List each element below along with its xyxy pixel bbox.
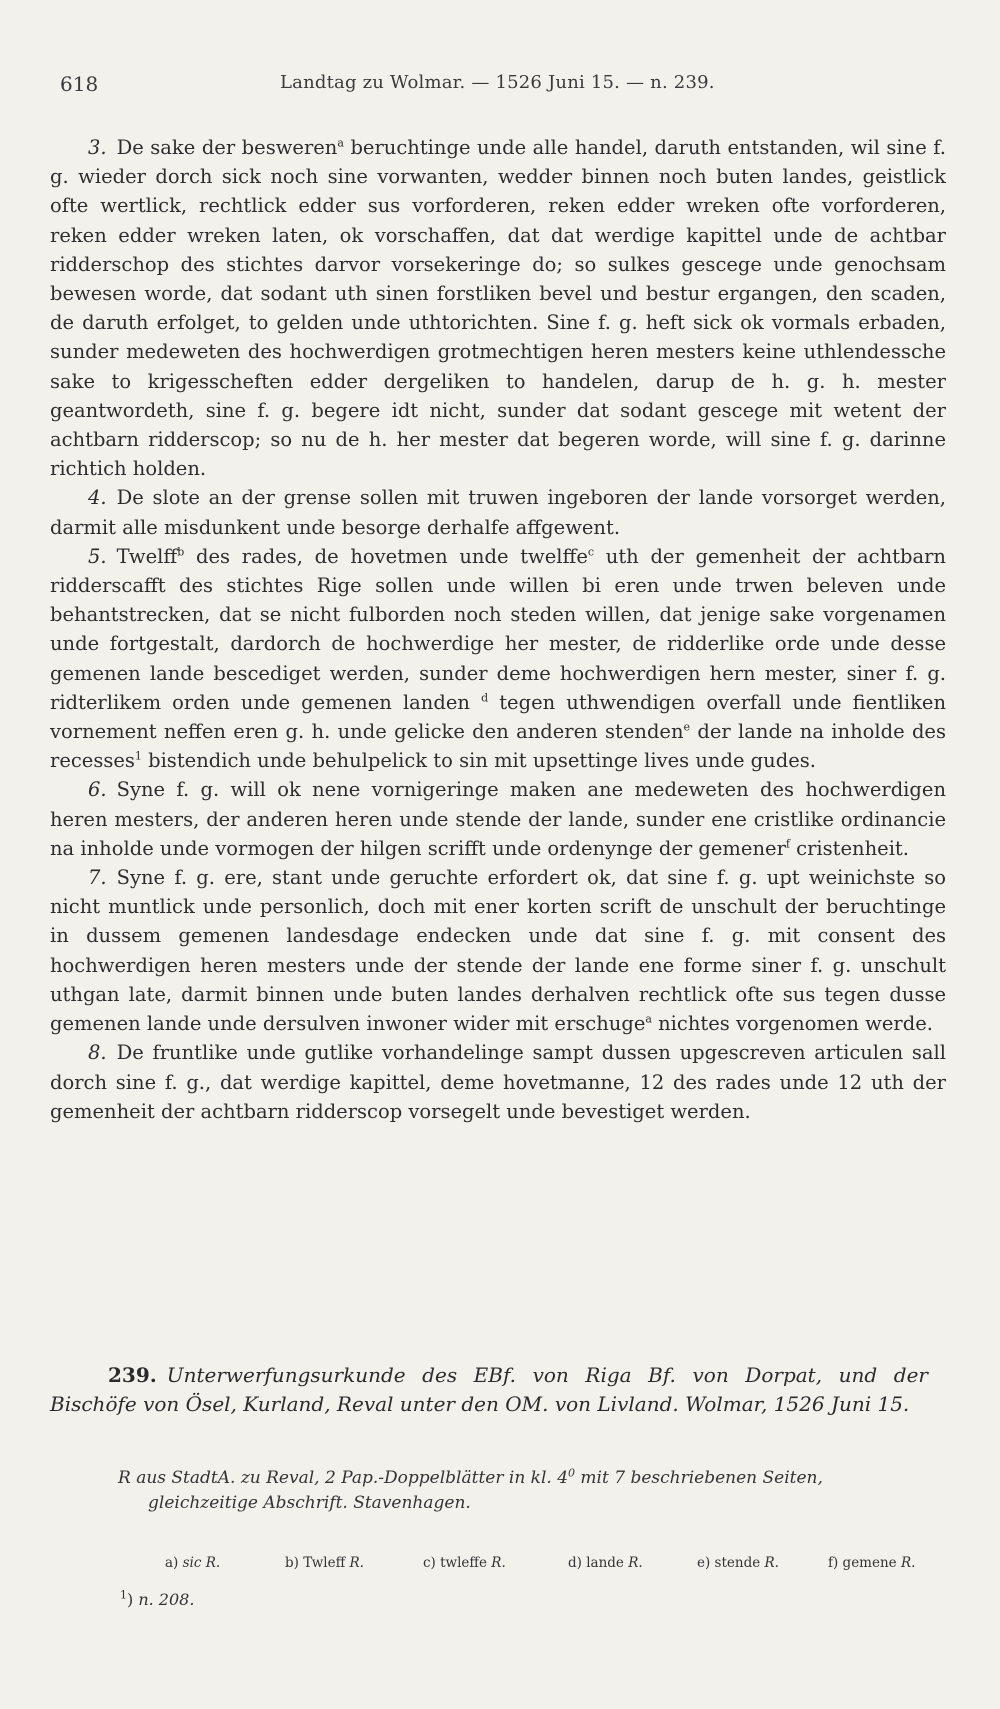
- running-title: Landtag zu Wolmar. — 1526 Juni 15. — n. 239.: [280, 72, 715, 93]
- variant-note-d: [568, 1555, 643, 1571]
- paragraph-text: cristenheit.: [789, 836, 909, 860]
- variant-note-c: [423, 1555, 506, 1571]
- paragraph-3: [50, 133, 946, 483]
- document-title: Unterwerfungsurkunde des EBf. von Riga Bf. von Dorpat, und der Bischöfe von Ösel, Kurland, Reval unter den OM. von Livland. Wolmar, 1526 Juni 15.: [50, 1363, 928, 1416]
- paragraph-text: De slote an der grense sollen mit truwen ingeboren der lande vorsorget werden, darmit alle misdunkent unde besorge derhalfe affgewent.: [50, 486, 946, 539]
- variant-marker: f: [785, 837, 790, 851]
- source-text: R aus StadtA. zu Reval, 2 Pap.-Doppelblätter in kl. 4: [118, 1468, 569, 1488]
- variant-marker: c: [587, 545, 595, 559]
- source-text: mit 7 beschriebenen Seiten, gleichzeitige Abschrift. Stavenhagen.: [148, 1468, 823, 1513]
- paragraph-text: Syne f. g. ere, stant unde geruchte erfordert ok, dat sine f. g. upt weinichste so nicht muntlick unde personlich, doch mit ener korten scrift de unschult der beruchtinge in dussem gemenen landesdage endecken unde dat sine f. g. mit consent des hochwerdigen heren mesters unde der stende der lande ene forme siner f. g. unschult uthgan late, darmit binnen unde buten landes derhalven rechtlick ofte sus tegen dusse gemenen lande unde dersulven inwoner wider mit erschuge: [50, 866, 946, 1036]
- variant-note-siglum: R.: [628, 1555, 643, 1571]
- variant-note-text: a): [165, 1555, 183, 1571]
- variant-note-siglum: R.: [900, 1555, 916, 1571]
- variant-marker: d: [481, 691, 489, 705]
- paragraph-number: 7.: [88, 866, 107, 890]
- document-heading-line: [50, 1361, 928, 1419]
- paragraph-text: des rades, de hovetmen unde twelffe: [184, 544, 588, 568]
- variant-marker: a: [337, 136, 344, 150]
- variant-note-siglum: R.: [491, 1555, 506, 1571]
- document-heading: [50, 1361, 928, 1419]
- paragraph-text: bistendich unde behulpelick to sin mit upsettinge lives unde gudes.: [141, 749, 816, 773]
- main-text: [50, 133, 946, 1126]
- variant-notes: [165, 1555, 935, 1579]
- variant-note-siglum: R.: [764, 1555, 779, 1571]
- variant-note-b: [285, 1555, 364, 1571]
- paragraph-number: 5.: [88, 544, 107, 568]
- page-header: [60, 72, 960, 102]
- paragraph-text: tegen uthwendigen overfall unde fientliken vornement neffen eren g. h. unde gelicke den anderen stenden: [50, 690, 947, 744]
- source-line: [118, 1466, 928, 1516]
- footnote-1: [120, 1590, 194, 1609]
- variant-note-text: f) gemene: [828, 1555, 901, 1571]
- paragraph-4: [50, 483, 946, 541]
- variant-note-text: c) twleffe: [423, 1555, 492, 1571]
- page-number: 618: [60, 72, 99, 96]
- paragraph-number: 3.: [88, 136, 107, 159]
- source-note: [118, 1466, 928, 1516]
- variant-note-text: d) lande: [568, 1555, 629, 1571]
- paragraph-number: 4.: [88, 486, 107, 510]
- document-number: 239.: [108, 1363, 157, 1387]
- footnote-marker: 1: [134, 749, 142, 763]
- variant-note-siglum: R.: [349, 1555, 364, 1571]
- paragraph-6: [50, 775, 946, 863]
- variant-note-text: b) Twleff: [285, 1555, 350, 1571]
- paragraph-5: [50, 542, 946, 776]
- paragraph-text: De sake der besweren: [116, 136, 338, 159]
- paragraph-number: 6.: [88, 778, 107, 802]
- paragraph-text: De fruntlike unde gutlike vorhandelinge sampt dussen upgescreven articulen sall dorch sine f. g., dat werdige kapittel, deme hovetmanne, 12 des rades unde 12 uth der gemenheit der achtbarn ridderscop vorsegelt unde bevestiget werden.: [50, 1041, 946, 1123]
- variant-note-f: [828, 1555, 915, 1571]
- paragraph-text: uth der gemenheit der achtbarn ridderscafft des stichtes Rige sollen unde willen bi eren unde trwen beleven unde behantstrecken, dat se nicht fulborden noch steden willen, dat jenige sake vorgenamen unde fortgestalt, dardorch de hochwerdige her mester, de ridderlike orde unde desse gemenen lande bescediget werden, sunder deme hochwerdigen hern mester, siner f. g. ridterlikem orden unde gemenen landen: [50, 544, 946, 714]
- paragraph-text: der lande na inholde des recesses: [50, 720, 946, 773]
- footnote-text: n. 208.: [138, 1590, 195, 1609]
- variant-marker: e: [683, 720, 691, 734]
- variant-note-text: e) stende: [697, 1555, 765, 1571]
- paragraph-text: beruchtinge unde alle handel, daruth entstanden, wil sine f. g. wieder dorch sick noch sine vorwanten, wedder binnen noch buten landes, geistlick ofte wertlick, rechtlick edder sus vorforderen, reken edder wreken ofte vorforderen, reken edder wreken laten, ok vorschaffen, dat dat werdige kapittel unde de achtbar ridderschop des stichtes darvor vorsekeringe do; so sulkes gescege unde genochsam bewesen worde, dat sodant uth sinen forstliken bevel und bestur ergangen, den scaden, de daruth erfolget, to gelden unde uthtorichten. Sine f. g. heft sick ok vormals erbaden, sunder medeweten des hochwerdigen grotmechtigen heren mesters keine uthlendessche sake to krigesscheften edder dergeliken to handelen, darup de h. g. h. mester geantwordeth, sine f. g. begere idt nicht, sunder dat sodant gescege mit wetent der achtbarn ridderscop; so nu de h. her mester dat begeren worde, will sine f. g. darinne richtich holden.: [50, 136, 946, 481]
- footnote-number: 1: [120, 1588, 127, 1602]
- paragraph-text: nichtes vorgenomen werde.: [651, 1012, 933, 1036]
- variant-note-siglum: sic R.: [182, 1555, 221, 1571]
- paragraph-8: [50, 1038, 946, 1126]
- source-superscript: 0: [568, 1466, 576, 1480]
- footnote-paren: ): [127, 1590, 139, 1609]
- paragraph-text: Syne f. g. will ok nene vornigeringe maken ane medeweten des hochwerdigen heren mesters, der anderen heren unde stende der lande, sunder ene cristlike ordinancie na inholde unde vormogen der hilgen scrifft unde ordenynge der gemener: [50, 778, 946, 860]
- paragraph-number: 8.: [88, 1041, 107, 1065]
- variant-marker: a: [645, 1012, 652, 1026]
- paragraph-text: Twelff: [116, 544, 178, 568]
- variant-marker: b: [177, 545, 185, 559]
- variant-note-e: [697, 1555, 779, 1571]
- paragraph-7: [50, 863, 946, 1038]
- variant-note-a: [165, 1555, 220, 1571]
